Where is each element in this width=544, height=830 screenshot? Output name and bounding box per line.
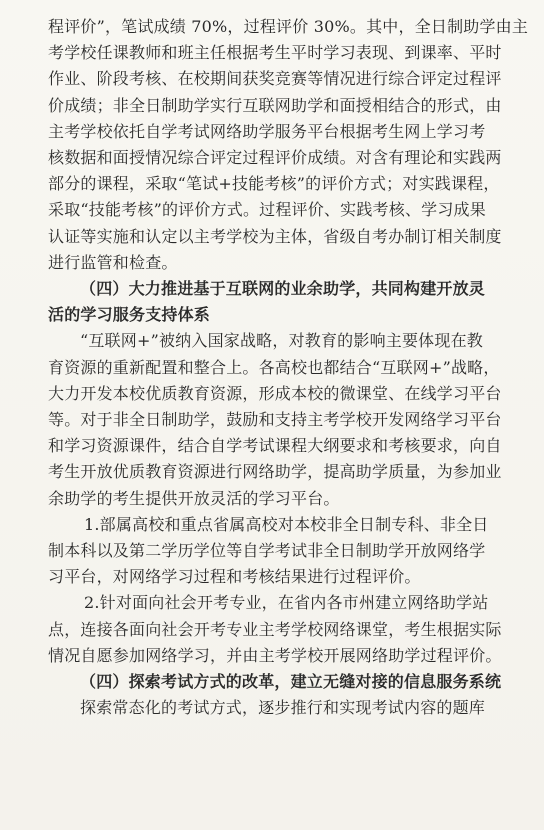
section-heading: （四）大力推进基于互联网的业余助学，共同构建开放灵 — [80, 279, 486, 299]
text-line: 考生开放优质教育资源进行网络助学，提高助学质量，为参加业 — [48, 462, 502, 482]
text-line: 大力开发本校优质教育资源，形成本校的微课堂、在线学习平台 — [48, 383, 502, 403]
text-line: 等。对于非全日制助学，鼓励和支持主考学校开发网络学习平台 — [48, 410, 502, 430]
list-item-1: 1.部属高校和重点省属高校对本校非全日制专科、非全日 — [84, 514, 489, 534]
text-line: 主考学校依托自学考试网络助学服务平台根据考生网上学习考 — [48, 121, 486, 141]
text-line: 部分的课程，采取“笔试+技能考核”的评价方式；对实践课程， — [48, 174, 500, 194]
text-line: 核数据和面授情况综合评定过程评价成绩。对含有理论和实践两 — [48, 148, 502, 168]
text-line: 余助学的考生提供开放灵活的学习平台。 — [48, 488, 340, 508]
paragraph-start: 探索常态化的考试方式，逐步推行和实现考试内容的题库 — [80, 698, 486, 718]
text-line: 作业、阶段考核、在校期间获奖竞赛等情况进行综合评定过程评 — [48, 69, 502, 89]
text-line: 和学习资源课件，结合自学考试课程大纲要求和考核要求，向自 — [48, 436, 502, 456]
text-line: 情况自愿参加网络学习，并由主考学校开展网络助学过程评价。 — [48, 645, 502, 665]
text-line: 价成绩；非全日制助学实行互联网助学和面授相结合的形式，由 — [48, 95, 502, 115]
text-line: 程评价”，笔试成绩 70%，过程评价 30%。其中，全日制助学由主 — [48, 17, 529, 36]
text-line: 制本科以及第二学历学位等自学考试非全日制助学开放网络学 — [48, 541, 486, 561]
text-line: 进行监管和检查。 — [48, 252, 178, 272]
text-line: 点，连接各面向社会开考专业主考学校网络课堂，考生根据实际 — [48, 619, 502, 639]
text-line: 认证等实施和认定以主考学校为主体，省级自考办制订相关制度 — [48, 226, 502, 246]
text-line: 育资源的重新配置和整合上。各高校也都结合“互联网+”战略， — [48, 357, 500, 377]
section-heading-continued: 活的学习服务支持体系 — [48, 305, 211, 325]
paragraph-start: “互联网+”被纳入国家战略，对教育的影响主要体现在教 — [80, 331, 483, 351]
text-line: 习平台，对网络学习过程和考核结果进行过程评价。 — [48, 567, 421, 587]
text-line: 考学校任课教师和班主任根据考生平时学习表现、到课率、平时 — [48, 43, 502, 63]
list-item-2: 2.针对面向社会开考专业，在省内各市州建立网络助学站 — [84, 593, 489, 613]
text-line: 采取“技能考核”的评价方式。过程评价、实践考核、学习成果 — [48, 200, 486, 220]
section-heading: （四）探索考试方式的改革，建立无缝对接的信息服务系统 — [80, 672, 502, 692]
